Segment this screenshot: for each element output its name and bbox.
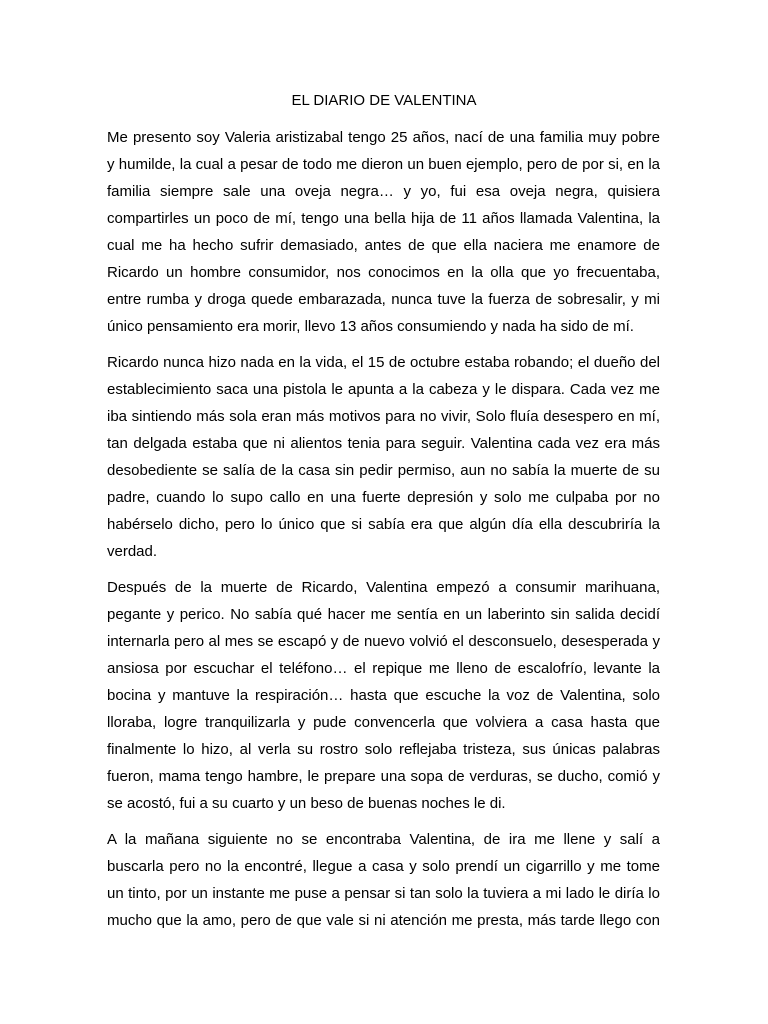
text-line: único pensamiento era morir, llevo 13 años consumiendo y nada ha sido de mí.	[107, 318, 634, 335]
text-line: cual me ha hecho sufrir demasiado, antes de que ella naciera me enamore de	[107, 237, 660, 254]
paragraph	[107, 574, 660, 817]
paragraph	[107, 826, 660, 934]
text-line: entre rumba y droga quede embarazada, nunca tuve la fuerza de sobresalir, y mi	[107, 291, 660, 308]
text-line: finalmente lo hizo, al verla su rostro solo reflejaba tristeza, sus únicas palabras	[107, 741, 660, 758]
text-line: y humilde, la cual a pesar de todo me dieron un buen ejemplo, pero de por si, en la	[107, 156, 660, 173]
text-line: compartirles un poco de mí, tengo una bella hija de 11 años llamada Valentina, la	[107, 210, 660, 227]
document-body	[107, 124, 660, 943]
text-line: pegante y perico. No sabía qué hacer me sentía en un laberinto sin salida decidí	[107, 606, 660, 623]
text-line: un tinto, por un instante me puse a pensar si tan solo la tuviera a mi lado le diría lo	[107, 885, 660, 902]
text-line: fueron, mama tengo hambre, le prepare una sopa de verduras, se ducho, comió y	[107, 768, 660, 785]
text-line: se acostó, fui a su cuarto y un beso de buenas noches le di.	[107, 795, 506, 812]
text-line: tan delgada estaba que ni alientos tenia para seguir. Valentina cada vez era más	[107, 435, 660, 452]
text-line: A la mañana siguiente no se encontraba Valentina, de ira me llene y salí a	[107, 831, 660, 848]
text-line: establecimiento saca una pistola le apunta a la cabeza y le dispara. Cada vez me	[107, 381, 660, 398]
text-line: padre, cuando lo supo callo en una fuerte depresión y solo me culpaba por no	[107, 489, 660, 506]
text-line: buscarla pero no la encontré, llegue a casa y solo prendí un cigarrillo y me tome	[107, 858, 660, 875]
text-line: Ricardo un hombre consumidor, nos conocimos en la olla que yo frecuentaba,	[107, 264, 660, 281]
text-line: Ricardo nunca hizo nada en la vida, el 15 de octubre estaba robando; el dueño del	[107, 354, 660, 371]
text-line: habérselo dicho, pero lo único que si sabía era que algún día ella descubriría la	[107, 516, 660, 533]
text-line: desobediente se salía de la casa sin pedir permiso, aun no sabía la muerte de su	[107, 462, 660, 479]
text-line: iba sintiendo más sola eran más motivos para no vivir, Solo fluía desespero en mí,	[107, 408, 660, 425]
text-line: Me presento soy Valeria aristizabal tengo 25 años, nací de una familia muy pobre	[107, 129, 660, 146]
document-title: EL DIARIO DE VALENTINA	[291, 92, 477, 109]
paragraph	[107, 124, 660, 340]
text-line: lloraba, logre tranquilizarla y pude convencerla que volviera a casa hasta que	[107, 714, 660, 731]
text-line: mucho que la amo, pero de que vale si ni atención me presta, más tarde llego con	[107, 912, 660, 929]
paragraph	[107, 349, 660, 565]
text-line: Después de la muerte de Ricardo, Valentina empezó a consumir marihuana,	[107, 579, 660, 596]
text-line: bocina y mantuve la respiración… hasta que escuche la voz de Valentina, solo	[107, 687, 660, 704]
text-line: ansiosa por escuchar el teléfono… el repique me lleno de escalofrío, levante la	[107, 660, 660, 677]
text-line: internarla pero al mes se escapó y de nuevo volvió el desconsuelo, desesperada y	[107, 633, 660, 650]
text-line: familia siempre sale una oveja negra… y yo, fui esa oveja negra, quisiera	[107, 183, 660, 200]
text-line: verdad.	[107, 543, 158, 560]
